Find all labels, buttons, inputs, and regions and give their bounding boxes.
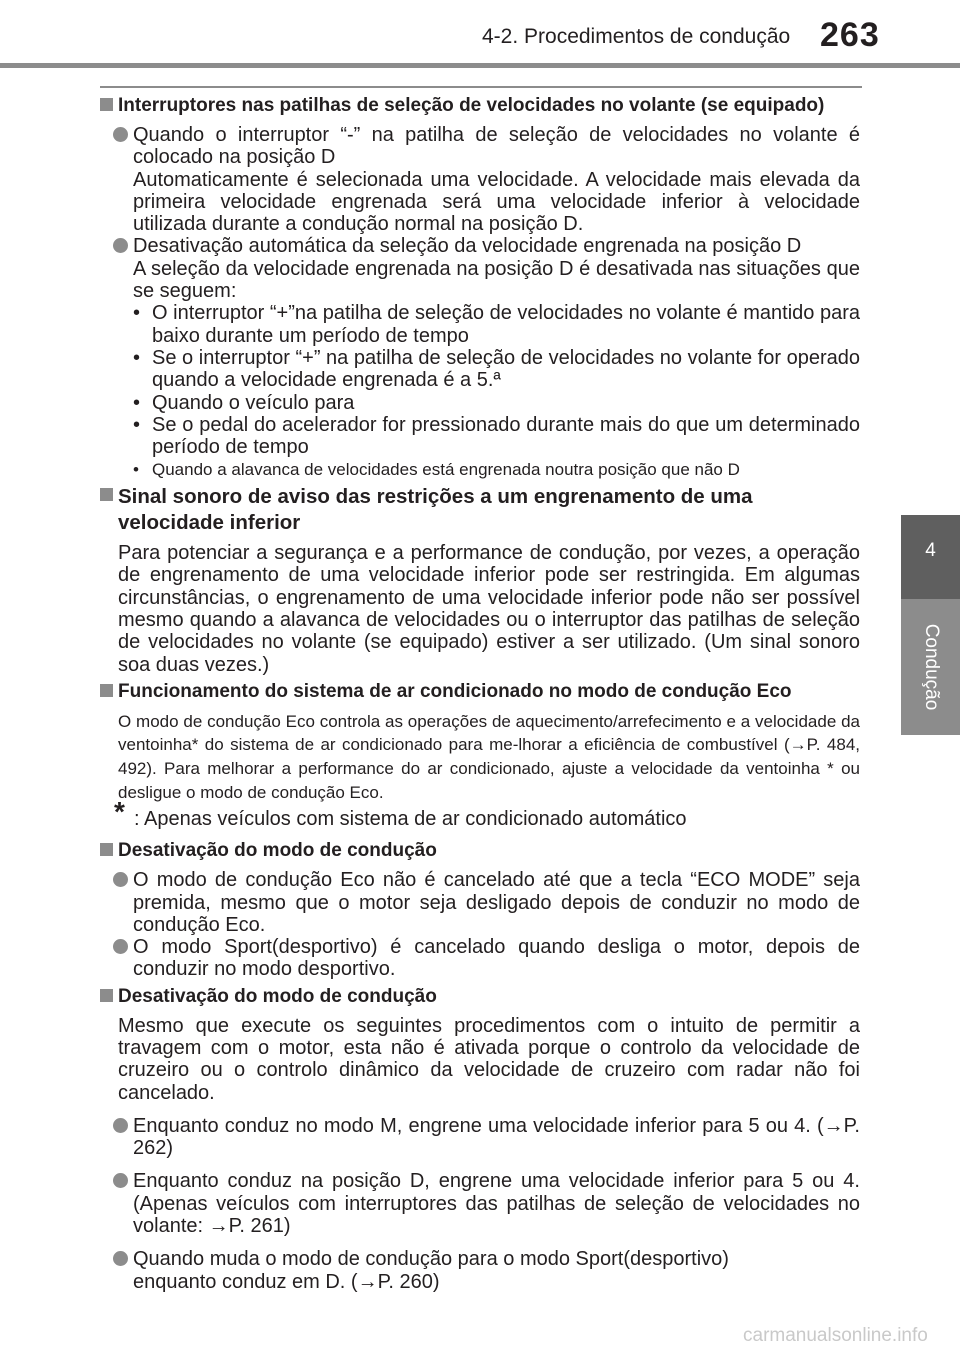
chapter-tab-label-text: Condução bbox=[920, 623, 942, 711]
bullet-item bbox=[100, 235, 860, 302]
header-divider bbox=[0, 63, 960, 68]
bullet-item bbox=[100, 869, 860, 936]
bullet-dot-icon bbox=[113, 939, 128, 954]
bullet-text: Quando muda o modo de condução para o modo Sport(desportivo) enquanto conduz em D. (→P. 260) bbox=[133, 1248, 729, 1293]
section-heading: Interruptores nas patilhas de seleção de velocidades no volante (se equipado) bbox=[100, 94, 860, 118]
sub-list-text: Se o pedal do acelerador for pressionado durante mais do que um determinado período de tempo bbox=[152, 413, 860, 459]
section-heading: Funcionamento do sistema de ar condicionado no modo de condução Eco bbox=[100, 680, 860, 704]
watermark: carmanualsonline.info bbox=[743, 1325, 928, 1346]
bullet-item bbox=[100, 936, 860, 981]
footnote-mark: * bbox=[114, 796, 125, 828]
bullet-text: Quando o interruptor “-” na patilha de seleção de velocidades no volante é colocado na posição D Automaticamente é selecionada uma velocidade. A velocidade mais elevada da primeira velocidade engrenada será uma velocidade inferior à velocidade utilizada durante a condução normal na posição D. bbox=[133, 124, 860, 236]
bullet-text: O modo de condução Eco não é cancelado até que a tecla “ECO MODE” seja premida, mesmo que o motor seja desligado depois de conduzir no modo de condução Eco. bbox=[133, 869, 860, 936]
bullet-text: Enquanto conduz na posição D, engrene uma velocidade inferior para 5 ou 4. (Apenas veículos com interruptores das patilhas de seleção de velocidades no volante: →P. 261) bbox=[133, 1170, 860, 1238]
sub-list-text: Quando a alavanca de velocidades está engrenada noutra posição que não D bbox=[152, 460, 740, 480]
footnote bbox=[100, 796, 860, 831]
chapter-tab-label bbox=[901, 599, 960, 735]
bullet-dot-icon bbox=[113, 238, 128, 253]
bullet-item bbox=[100, 124, 860, 235]
sub-list-item: • O interruptor “+”na patilha de seleção de velocidades no volante é mantido para baixo durante um período de tempo bbox=[133, 302, 860, 347]
bullet-dot-icon bbox=[113, 127, 128, 142]
section-heading: Desativação do modo de condução bbox=[100, 839, 860, 863]
bullet-text: Enquanto conduz no modo M, engrene uma velocidade inferior para 5 ou 4. (→P. 262) bbox=[133, 1114, 860, 1160]
sub-list-text: O interruptor “+”na patilha de seleção de velocidades no volante é mantido para baixo durante um período de tempo bbox=[152, 302, 860, 347]
bullet-dot-icon bbox=[113, 1118, 128, 1133]
bullet-dot-icon bbox=[113, 1173, 128, 1188]
sub-list-item: • Se o interruptor “+” na patilha de seleção de velocidades no volante for operado quando a velocidade engrenada é a 5.ª bbox=[133, 346, 860, 392]
bullet-dot-icon bbox=[113, 872, 128, 887]
bullet-item bbox=[100, 1115, 860, 1160]
page-content bbox=[100, 92, 860, 1293]
sub-list-item: • Se o pedal do acelerador for pressionado durante mais do que um determinado período de tempo bbox=[133, 413, 860, 459]
sub-list-text: Quando o veículo para bbox=[152, 391, 355, 414]
paragraph: Para potenciar a segurança e a performance de condução, por vezes, a operação de engrenamento de uma velocidade inferior pode ser restringida. Em algumas circunstâncias, o engrenamento de uma velocidade inferior pode não ser possível mesmo quando a alavanca de velocidades ou o interruptor das patilhas de seleção de velocidades no volante (se equipado) estiver a ser utilizado. (Um sinal sonoro soa duas vezes.) bbox=[118, 542, 860, 676]
chapter-tab-number: 4 bbox=[925, 540, 936, 561]
footnote-text: : Apenas veículos com sistema de ar condicionado automático bbox=[134, 808, 687, 831]
bullet-dot-icon bbox=[113, 1251, 128, 1266]
content-divider bbox=[100, 86, 862, 88]
sub-list-text: Se o interruptor “+” na patilha de seleção de velocidades no volante for operado quando a velocidade engrenada é a 5.ª bbox=[152, 346, 860, 392]
sub-list-item: • Quando a alavanca de velocidades está engrenada noutra posição que não D bbox=[133, 460, 740, 480]
bullet-text: O modo Sport(desportivo) é cancelado quando desliga o motor, depois de conduzir no modo desportivo. bbox=[133, 936, 860, 981]
section-heading: Desativação do modo de condução bbox=[100, 985, 860, 1009]
page-number: 263 bbox=[820, 16, 880, 54]
section-heading: Sinal sonoro de aviso das restrições a um engrenamento de uma velocidade inferior bbox=[100, 484, 860, 536]
paragraph: Mesmo que execute os seguintes procedimentos com o intuito de permitir a travagem com o motor, esta não é ativada porque o controlo da velocidade de cruzeiro ou o controlo dinâmico da velocidade de cruzeiro com radar não foi cancelado. bbox=[118, 1014, 860, 1104]
bullet-text: Desativação automática da seleção da velocidade engrenada na posição D A seleção da velocidade engrenada na posição D é desativada nas situações que se seguem: bbox=[133, 235, 860, 303]
sub-list-item: • Quando o veículo para bbox=[133, 391, 355, 414]
paragraph: O modo de condução Eco controla as operações de aquecimento/arrefecimento e a velocidade da ventoinha* do sistema de ar condicionado para me-lhorar a eficiência de combustível (→P. 484, 492). Para melhorar a performance do ar condicionado, ajuste a velocidade da ventoinha * ou desligue o modo de condução Eco. bbox=[118, 711, 860, 802]
section-header-title: 4-2. Procedimentos de condução bbox=[482, 25, 791, 48]
bullet-item bbox=[100, 1170, 860, 1237]
bullet-item bbox=[100, 1248, 860, 1293]
